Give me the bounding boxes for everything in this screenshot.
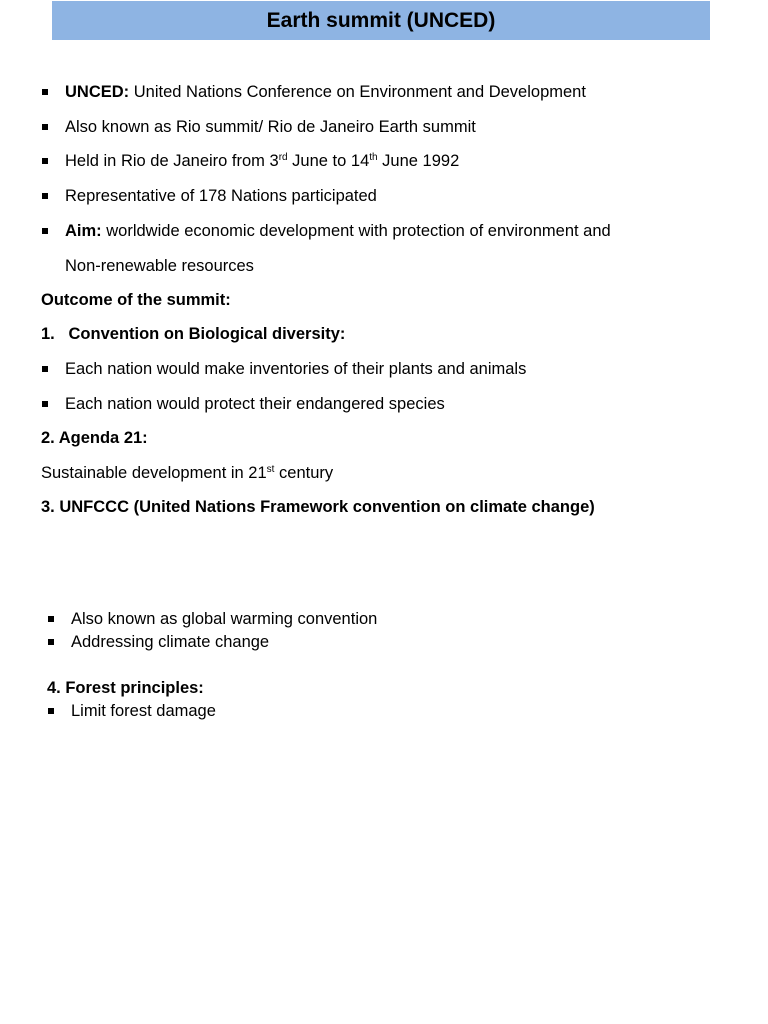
outcome4-heading: 4. Forest principles: (47, 679, 204, 697)
intro-unced (65, 82, 586, 102)
outcome3-item: Also known as global warming convention (71, 610, 378, 628)
intro-representative: Representative of 178 Nations participated (65, 187, 377, 205)
bullet-marker (42, 158, 48, 164)
bullet-marker (42, 124, 48, 130)
intro-held (65, 151, 459, 171)
page-title: Earth summit (UNCED) (52, 1, 710, 40)
outcome2-prefix: Sustainable development in 21 (41, 464, 267, 482)
outcome2-suffix: century (274, 464, 334, 482)
outcome2-sup: st (266, 464, 275, 475)
bullet-marker (42, 401, 48, 407)
outcome3-item: Addressing climate change (71, 633, 270, 651)
held-middle: June to 14 (287, 152, 370, 170)
held-sup2: th (369, 152, 378, 163)
aim-text: worldwide economic development with protection of environment and (101, 222, 611, 240)
held-sup1: rd (278, 152, 288, 163)
bullet-marker (48, 616, 54, 622)
outcome3-heading: 3. UNFCCC (United Nations Framework convention on climate change) (41, 498, 595, 516)
unced-text: United Nations Conference on Environment and Development (129, 83, 586, 101)
bullet-marker (48, 708, 54, 714)
aim-label: Aim: (65, 222, 102, 240)
bullet-marker (42, 228, 48, 234)
held-prefix: Held in Rio de Janeiro from 3 (65, 152, 279, 170)
outcome1-heading: 1. Convention on Biological diversity: (41, 325, 346, 343)
unced-label: UNCED: (65, 83, 130, 101)
bullet-marker (42, 193, 48, 199)
outcome2-heading: 2. Agenda 21: (41, 429, 148, 447)
outcome2-text (41, 463, 333, 483)
outcome1-item: Each nation would make inventories of their plants and animals (65, 360, 527, 378)
intro-aim (65, 221, 611, 241)
outcome1-item: Each nation would protect their endangered species (65, 395, 445, 413)
bullet-marker (42, 89, 48, 95)
outcome-heading: Outcome of the summit: (41, 291, 231, 309)
intro-aim-continued: Non-renewable resources (65, 257, 254, 275)
bullet-marker (42, 366, 48, 372)
intro-also-known: Also known as Rio summit/ Rio de Janeiro Earth summit (65, 118, 476, 136)
bullet-marker (48, 639, 54, 645)
held-suffix: June 1992 (377, 152, 460, 170)
outcome4-item: Limit forest damage (71, 702, 216, 720)
